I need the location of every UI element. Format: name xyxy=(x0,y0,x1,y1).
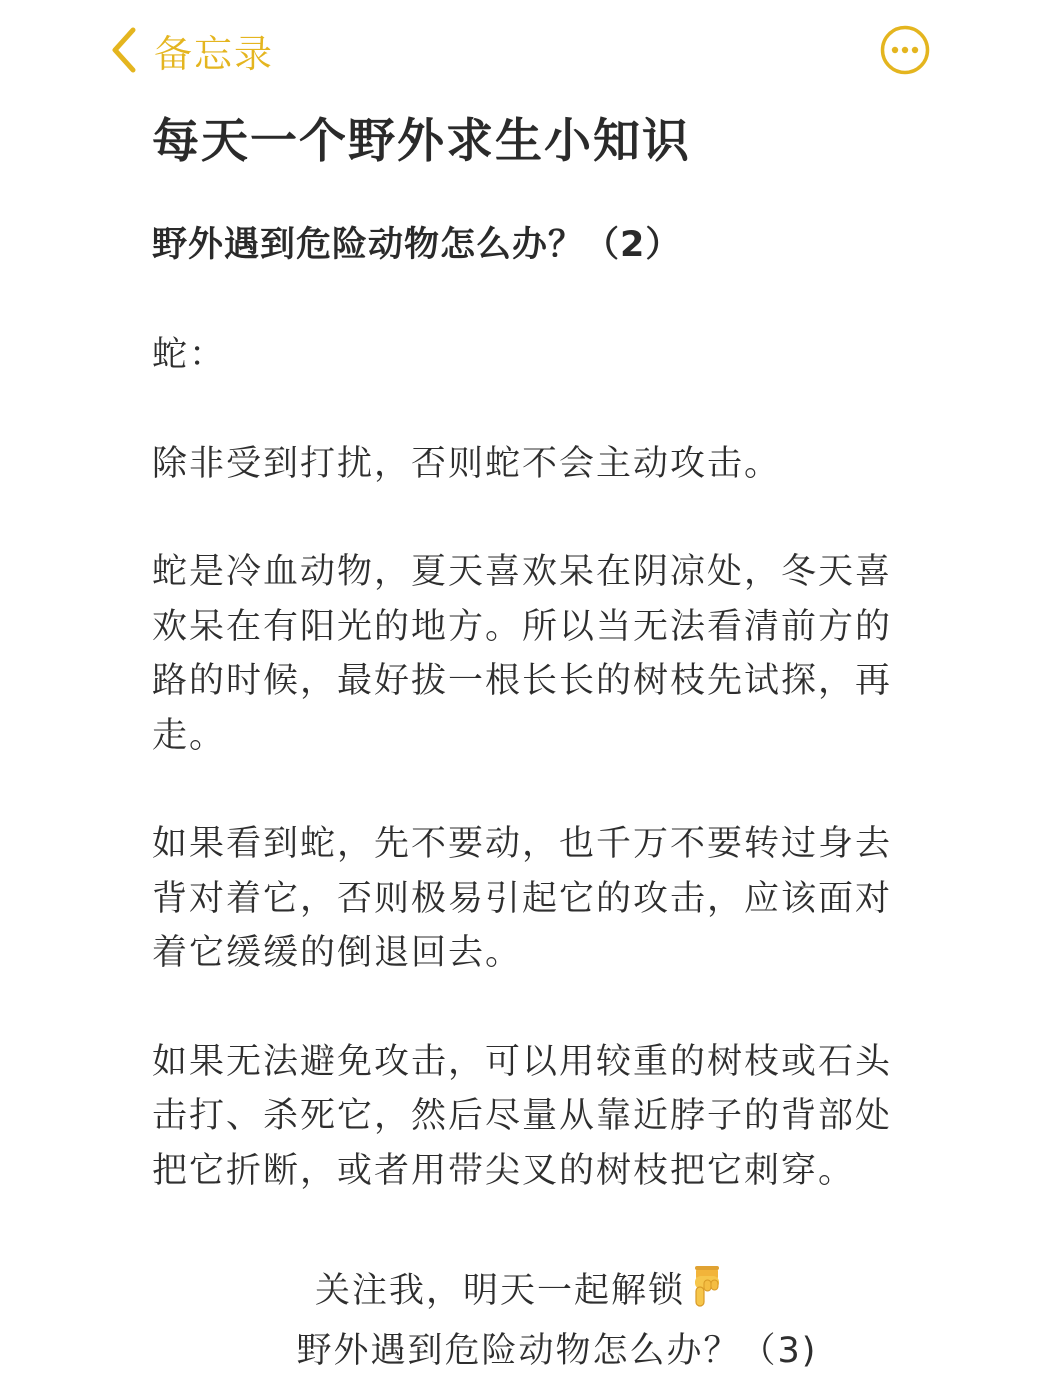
note-paragraph: 蛇： xyxy=(152,335,227,375)
follow-text: 关注我，明天一起解锁 xyxy=(314,1271,685,1311)
chevron-left-icon xyxy=(110,26,138,74)
navigation-bar xyxy=(0,22,1050,78)
note-body[interactable] xyxy=(152,108,912,1198)
back-label: 备忘录 xyxy=(154,31,275,76)
pointing-down-hand-icon xyxy=(691,1264,725,1324)
footer-line-1 xyxy=(0,1264,1050,1324)
footer-line-2: 野外遇到危险动物怎么办？（3) xyxy=(296,1331,818,1371)
note-subtitle: 野外遇到危险动物怎么办？（2） xyxy=(152,225,682,265)
note-paragraph: 除非受到打扰，否则蛇不会主动攻击。 xyxy=(152,443,782,484)
back-button[interactable] xyxy=(110,24,274,76)
note-paragraph: 如果无法避免攻击，可以用较重的树枝或石头击打、杀死它，然后尽量从靠近脖子的背部处把它折断，或者用带尖叉的树枝把它刺穿。 xyxy=(152,1041,893,1191)
note-paragraph: 蛇是冷血动物，夏天喜欢呆在阴凉处，冬天喜欢呆在有阳光的地方。所以当无法看清前方的路的时候，最好拔一根长长的树枝先试探，再走。 xyxy=(152,552,893,756)
note-title: 每天一个野外求生小知识 xyxy=(152,114,691,169)
footer-callout xyxy=(0,1264,1050,1378)
note-paragraph: 如果看到蛇，先不要动，也千万不要转过身去背对着它，否则极易引起它的攻击，应该面对着它缓缓的倒退回去。 xyxy=(152,824,893,973)
more-options-button[interactable] xyxy=(879,24,931,76)
ellipsis-circle-icon xyxy=(879,24,931,76)
